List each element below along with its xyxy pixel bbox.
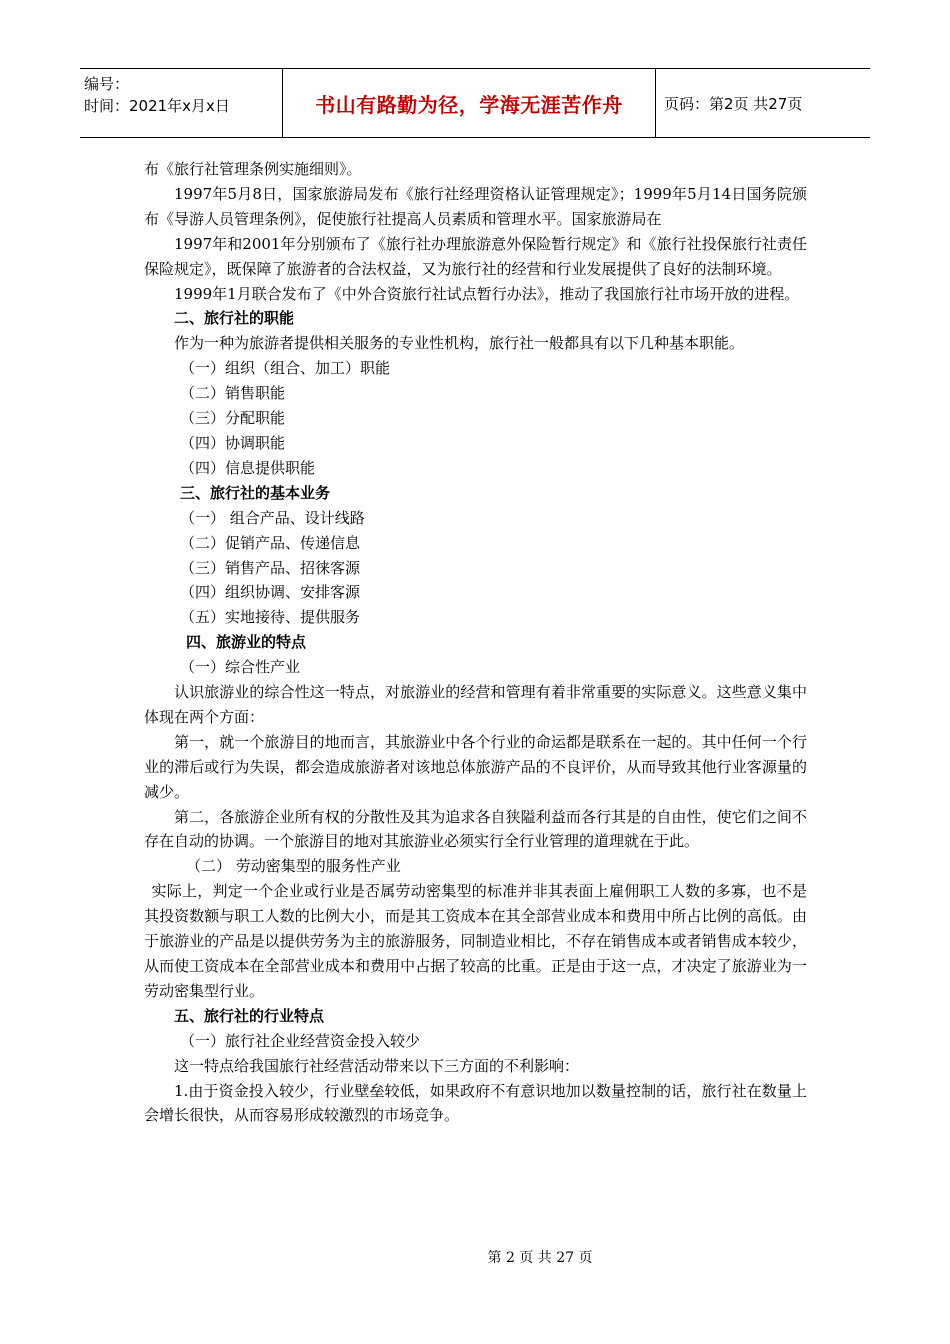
- paragraph: 作为一种为旅游者提供相关服务的专业性机构，旅行社一般都具有以下几种基本职能。: [174, 334, 745, 353]
- page-footer: 第 2 页 共 27 页: [487, 1250, 593, 1266]
- header-motto: 书山有路勤为径，学海无涯苦作舟: [283, 69, 656, 137]
- paragraph: 1997年5月8日，国家旅游局发布《旅行社经理资格认证管理规定》；1999年5月14日国务院颁布《导游人员管理条例》，促使旅行社提高人员素质和管理水平。国家旅游局在: [144, 184, 807, 228]
- section-heading: 四、旅游业的特点: [186, 633, 307, 652]
- document-body: [144, 157, 807, 1128]
- list-item: （四）组织协调、安排客源: [180, 583, 361, 602]
- paragraph: 第一，就一个旅游目的地而言，其旅游业中各个行业的命运都是联系在一起的。其中任何一个行业的滞后或行为失误，都会造成旅游者对该地总体旅游产品的不良评价，从而导致其他行业客源量的减少。: [144, 732, 807, 801]
- paragraph: 第二，各旅游企业所有权的分散性及其为追求各自狭隘利益而各行其是的自由性，使它们之间不存在自动的协调。一个旅游目的地对其旅游业必须实行全行业管理的道理就在于此。: [144, 807, 807, 851]
- list-item: （三）分配职能: [180, 409, 286, 428]
- document-date: 时间：2021年x月x日: [84, 97, 230, 115]
- list-item: （三）销售产品、招徕客源: [180, 558, 361, 577]
- subsection-heading: （一）旅行社企业经营资金投入较少: [180, 1031, 421, 1050]
- subsection-heading: （一）综合性产业: [180, 658, 301, 677]
- paragraph: 实际上，判定一个企业或行业是否属劳动密集型的标准并非其表面上雇佣职工人数的多寡，也不是其投资数额与职工人数的比例大小，而是其工资成本在其全部营业成本和费用中所占比例的高低。由于旅游业的产品是以提供劳务为主的旅游服务，同制造业相比，不存在销售成本或者销售成本较少，从而使工资成本在全部营业成本和费用中占据了较高的比重。正是由于这一点，才决定了旅游业为一劳动密集型行业。: [144, 882, 807, 1000]
- list-item: （二）销售职能: [180, 384, 286, 403]
- paragraph: 这一特点给我国旅行社经营活动带来以下三方面的不利影响：: [174, 1056, 580, 1075]
- paragraph: 认识旅游业的综合性这一特点，对旅游业的经营和管理有着非常重要的实际意义。这些意义集中体现在两个方面：: [144, 683, 807, 726]
- list-item: （五）实地接待、提供服务: [180, 608, 361, 627]
- header-meta: [80, 69, 283, 137]
- document-number: 编号：: [84, 75, 130, 93]
- subsection-heading: （二） 劳动密集型的服务性产业: [186, 857, 401, 876]
- section-heading: 二、旅行社的职能: [174, 309, 295, 328]
- paragraph: 1999年1月联合发布了《中外合资旅行社试点暂行办法》，推动了我国旅行社市场开放的进程。: [174, 284, 800, 303]
- list-item: （一） 组合产品、设计线路: [180, 508, 365, 527]
- section-heading: 五、旅行社的行业特点: [174, 1006, 325, 1025]
- paragraph: 1997年和2001年分别颁布了《旅行社办理旅游意外保险暂行规定》和《旅行社投保旅行社责任保险规定》，既保障了旅游者的合法权益，又为旅行社的经营和行业发展提供了良好的法制环境。: [144, 234, 807, 278]
- header-page-info: 页码：第2页 共27页: [664, 94, 803, 113]
- paragraph: 1.由于资金投入较少，行业壁垒较低，如果政府不有意识地加以数量控制的话，旅行社在数量上会增长很快，从而容易形成较激烈的市场竞争。: [144, 1081, 807, 1125]
- list-item: （四）协调职能: [180, 433, 286, 452]
- page-header: [80, 68, 870, 138]
- list-item: （二）促销产品、传递信息: [180, 533, 361, 552]
- list-item: （一）组织（组合、加工）职能: [180, 359, 391, 378]
- paragraph: 布《旅行社管理条例实施细则》。: [144, 160, 362, 178]
- section-heading: 三、旅行社的基本业务: [180, 483, 331, 502]
- list-item: （四）信息提供职能: [180, 458, 316, 477]
